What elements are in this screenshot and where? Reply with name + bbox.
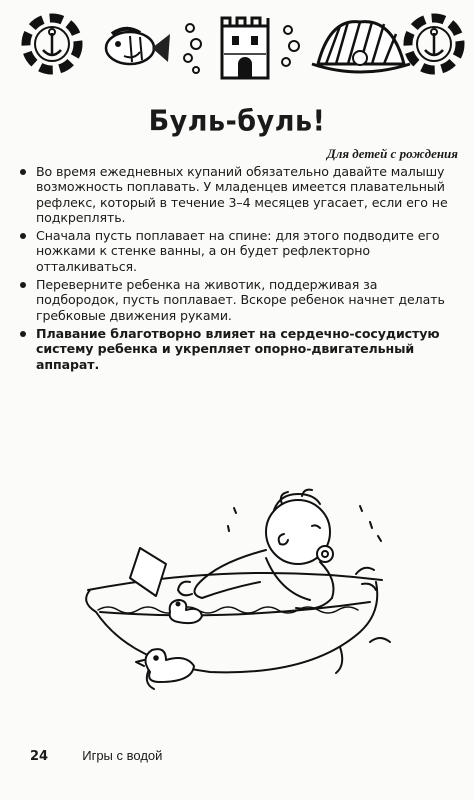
page-footer xyxy=(30,748,162,764)
section-title: Игры с водой xyxy=(82,748,163,763)
castle-icon xyxy=(222,18,268,78)
bubbles-icon xyxy=(282,26,299,66)
bullet-item-emphasis: Плавание благотворно влияет на сердечно-сосудистую систему ребенка и укрепляет опорно-двигательный аппарат. xyxy=(20,326,460,372)
bubbles-icon xyxy=(184,24,201,73)
seashell-icon xyxy=(312,22,410,72)
bullet-item: Во время ежедневных купаний обязательно давайте малышу возможность поплавать. У младенцев имеется плавательный рефлекс, который в течение 3–4 месяцев угасает, если его не подкреплять. xyxy=(20,164,460,225)
baby-bathtub-illustration xyxy=(70,462,400,712)
age-label: Для детей с рождения xyxy=(326,146,458,161)
anchor-life-ring-icon xyxy=(26,18,78,70)
bullet-item: Переверните ребенка на животик, поддерживая за подбородок, пусть поплавает. Вскоре ребенок начнет делать гребковые движения руками. xyxy=(20,277,460,323)
bullet-item: Сначала пусть поплавает на спине: для этого подводите его ножками к стенке ванны, а он будет рефлекторно отталкиваться. xyxy=(20,228,460,274)
page-number: 24 xyxy=(30,749,49,764)
bullet-list xyxy=(20,164,460,375)
fish-icon xyxy=(106,29,170,64)
page-title: Буль-буль! xyxy=(148,105,326,138)
header-decor xyxy=(0,0,474,88)
anchor-life-ring-icon xyxy=(408,18,460,70)
